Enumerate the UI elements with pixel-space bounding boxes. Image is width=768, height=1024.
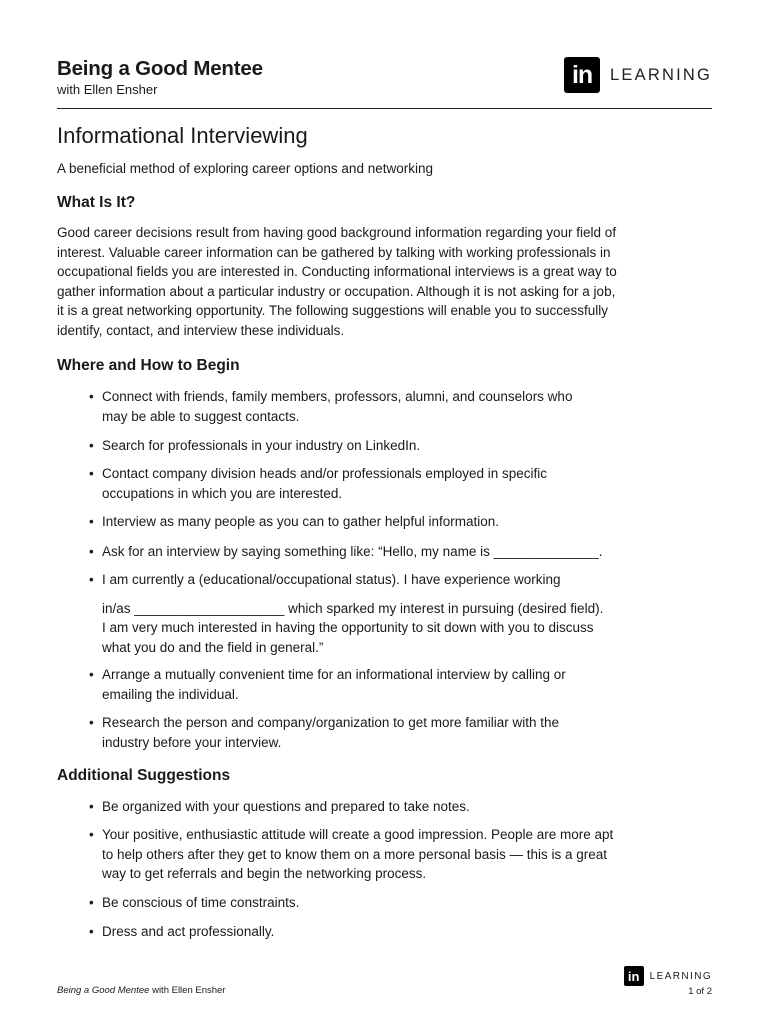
list-item: • Be conscious of time constraints. <box>89 893 622 913</box>
list-item: • Search for professionals in your industry on LinkedIn. <box>89 436 622 456</box>
list-item: • Ask for an interview by saying something like: “Hello, my name is ______________. <box>89 542 622 562</box>
footer-linkedin-learning-logo <box>624 966 712 986</box>
document-page <box>57 0 712 1024</box>
list-item: • Dress and act professionally. <box>89 922 622 942</box>
brand-wordmark: LEARNING <box>610 65 712 84</box>
course-author: with Ellen Ensher <box>57 82 158 97</box>
what-is-it-paragraph <box>57 223 637 341</box>
document-subtitle: A beneficial method of exploring career options and networking <box>57 161 433 176</box>
paragraph-line: it is a great networking opportunity. The following suggestions will enable you to successfully <box>57 303 609 319</box>
list-item: • Your positive, enthusiastic attitude will create a good impression. People are more apt to help others after they get to know them on a more personal basis — this is a great way to get referrals and begin the networking process. <box>89 825 622 884</box>
document-header <box>57 54 712 109</box>
linkedin-learning-logo <box>564 57 712 93</box>
linkedin-icon: in <box>564 57 600 93</box>
list-item: • Be organized with your questions and prepared to take notes. <box>89 797 622 817</box>
list-item: • Research the person and company/organization to get more familiar with the industry before your interview. <box>89 713 622 752</box>
brand-wordmark: LEARNING <box>649 970 712 982</box>
linkedin-icon: in <box>624 966 644 986</box>
paragraph-line: Good career decisions result from having good background information regarding your field of <box>57 225 617 240</box>
paragraph-line: interest. Valuable career information can be gathered by talking with working professionals in <box>57 244 611 260</box>
course-title: Being a Good Mentee <box>57 57 263 80</box>
section-heading-where-how: Where and How to Begin <box>57 357 240 374</box>
section-heading-additional: Additional Suggestions <box>57 767 231 784</box>
list-item: • I am currently a (educational/occupational status). I have experience working in/as ____________________ which sparked my interest in pursuing (desired field). I am very much interested in having the opportunity to sit down with you to discuss what you do and the field in general.” <box>89 570 622 657</box>
document-title: Informational Interviewing <box>57 123 308 148</box>
list-item: • Arrange a mutually convenient time for an informational interview by calling or emailing the individual. <box>89 665 622 704</box>
paragraph-line: identify, contact, and interview these individuals. <box>57 322 345 338</box>
list-item: • Interview as many people as you can to gather helpful information. <box>89 512 622 532</box>
section-heading-what-is-it: What Is It? <box>57 194 136 211</box>
footer-course-credit: Being a Good Mentee with Ellen Ensher <box>57 985 226 996</box>
paragraph-line: gather information about a particular industry or occupation. Although it is not asking for a job, <box>57 283 616 299</box>
list-item: • Connect with friends, family members, professors, alumni, and counselors who may be able to suggest contacts. <box>89 387 622 426</box>
paragraph-line: occupational fields you are interested in. Conducting informational interviews is a great way to <box>57 264 617 280</box>
page-number: 1 of 2 <box>688 986 712 997</box>
list-item: • Contact company division heads and/or professionals employed in specific occupations in which you are interested. <box>89 464 622 503</box>
